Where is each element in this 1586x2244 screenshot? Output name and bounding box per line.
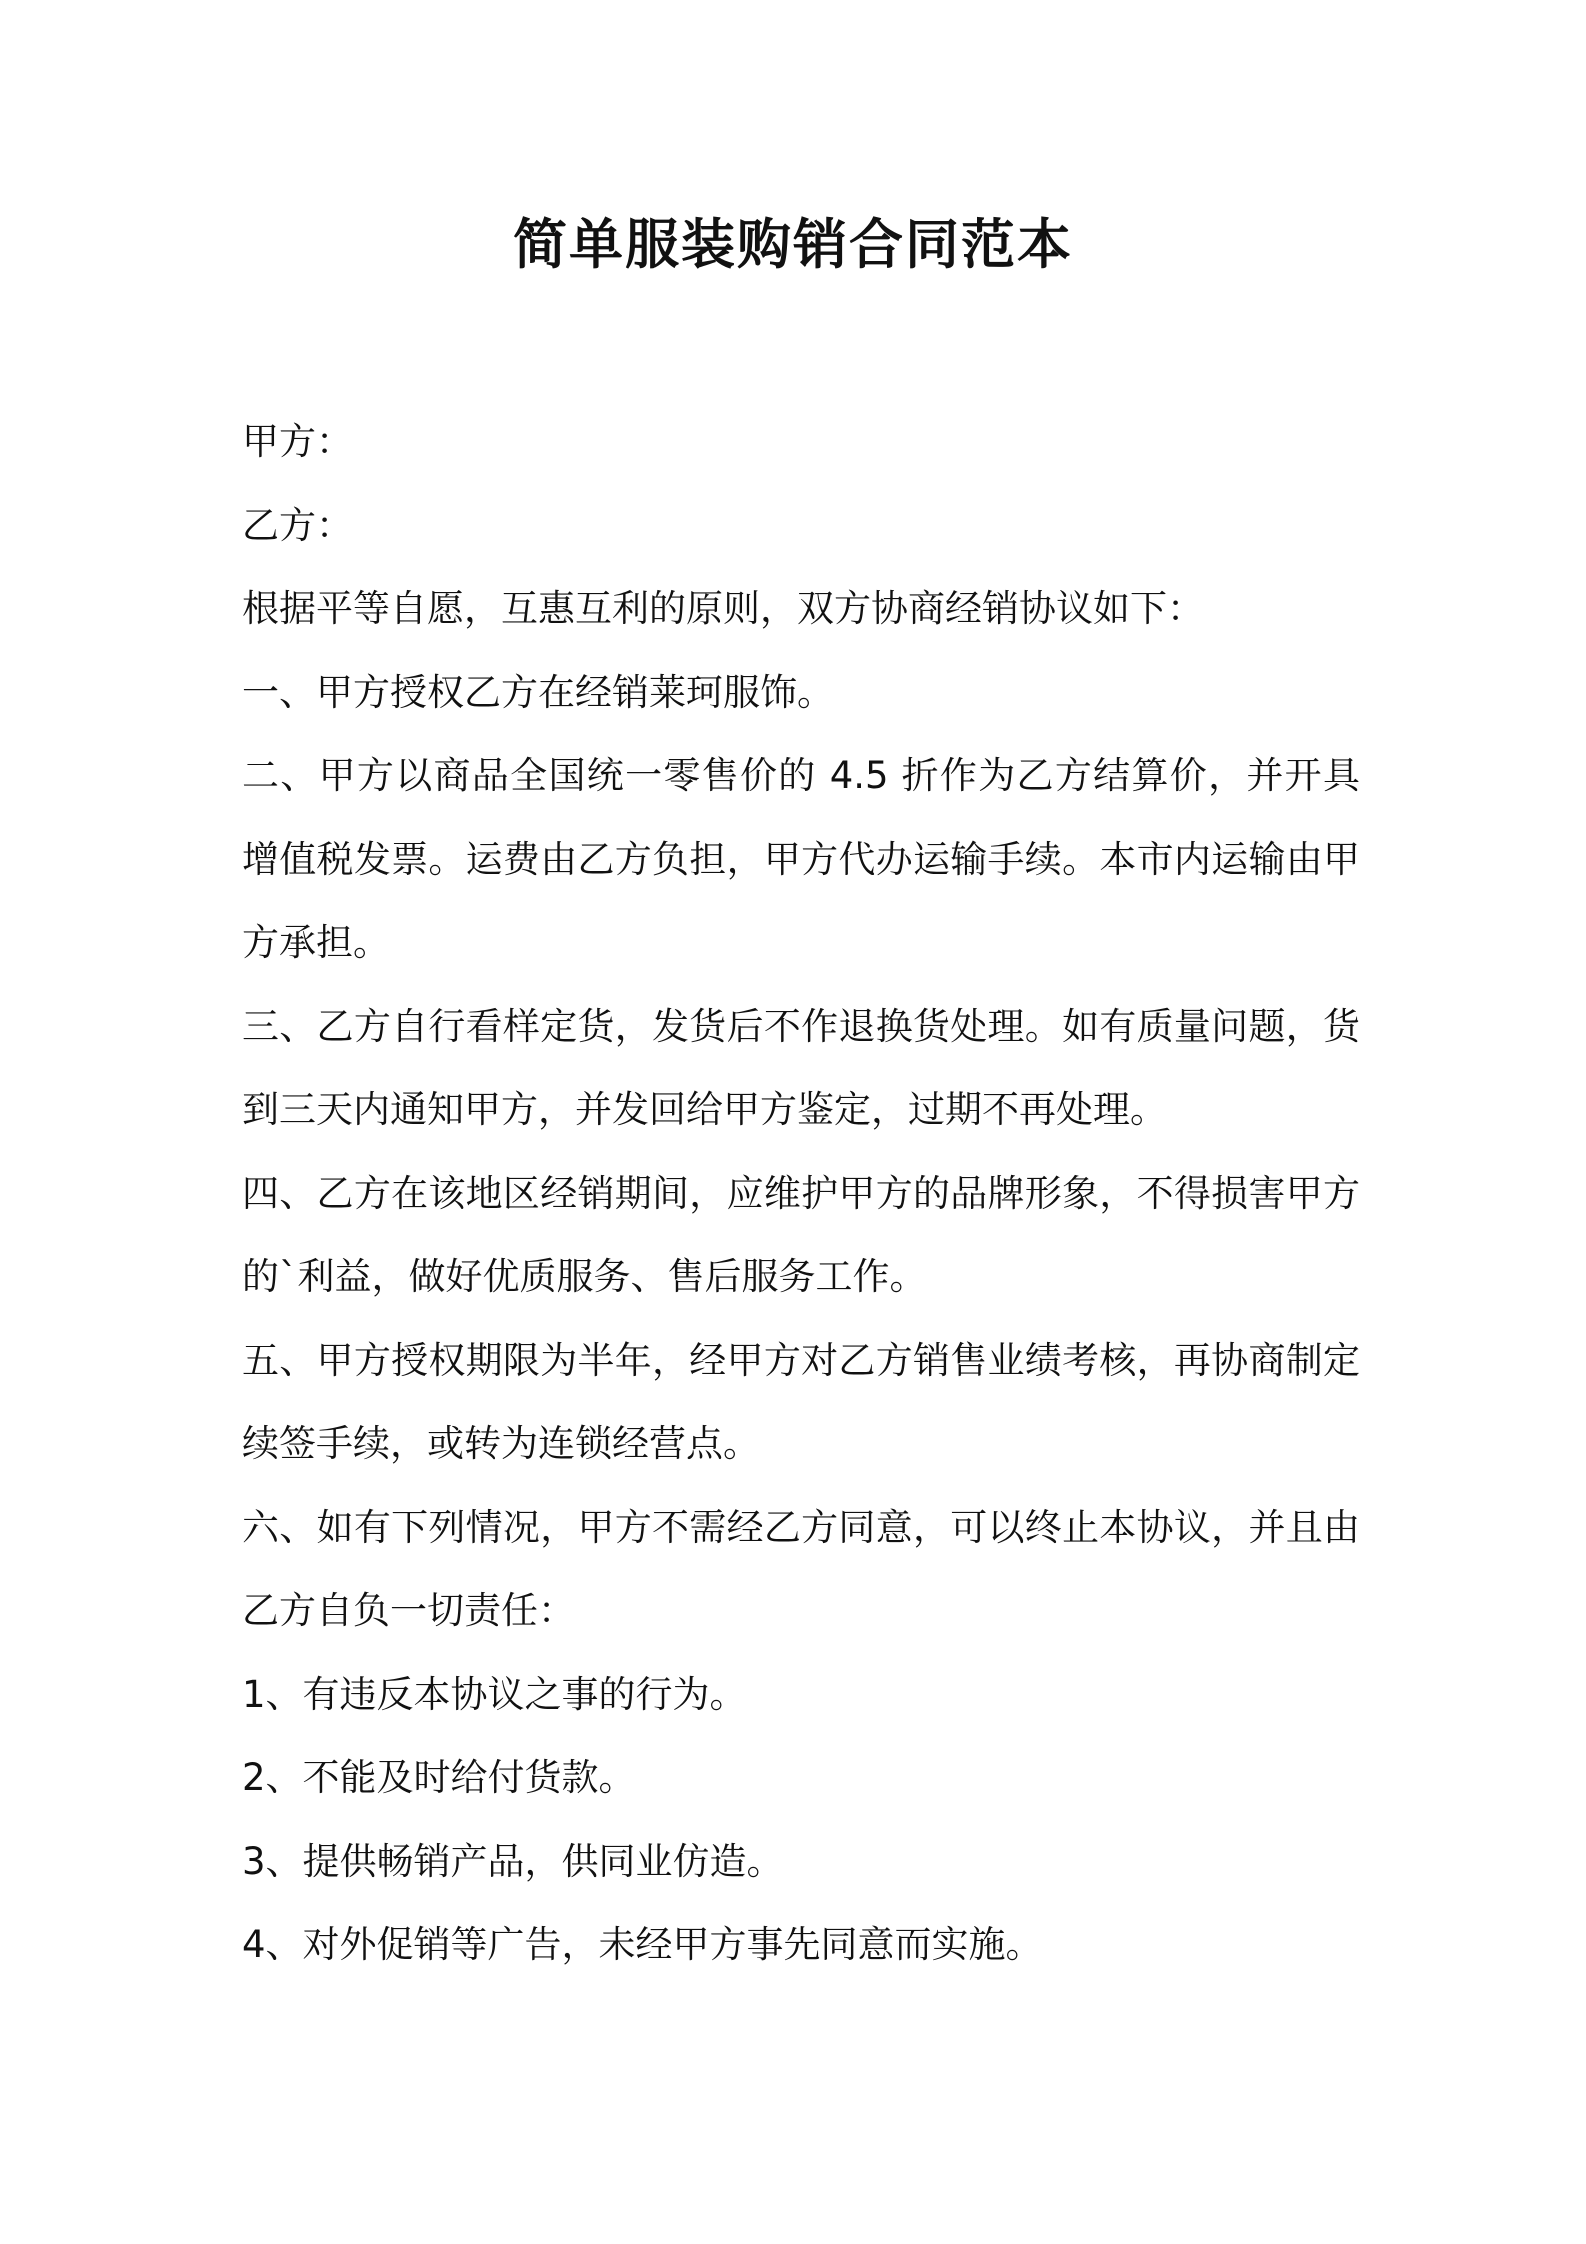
list-item-4: 4、对外促销等广告，未经甲方事先同意而实施。 <box>242 1923 1043 1966</box>
clause-5: 五、甲方授权期限为半年，经甲方对乙方销售业绩考核，再协商制定续签手续，或转为连锁经营点。 <box>242 1338 1360 1465</box>
clause-1: 一、甲方授权乙方在经销莱珂服饰。 <box>242 670 834 714</box>
list-item-1: 1、有违反本协议之事的行为。 <box>242 1672 747 1716</box>
document-body <box>242 400 1360 1987</box>
clause-4: 四、乙方在该地区经销期间，应维护甲方的品牌形象，不得损害甲方的`利益，做好优质服务、售后服务工作。 <box>242 1171 1360 1298</box>
list-item-2: 2、不能及时给付货款。 <box>242 1756 636 1799</box>
list-item-3: 3、提供畅销产品，供同业仿造。 <box>242 1839 784 1883</box>
document-title: 简单服装购销合同范本 <box>513 213 1073 276</box>
clause-2: 二、甲方以商品全国统一零售价的 4.5 折作为乙方结算价，并开具增值税发票。运费由乙方负担，甲方代办运输手续。本市内运输由甲方承担。 <box>242 754 1360 964</box>
party-b-line: 乙方： <box>242 503 353 547</box>
clause-6: 六、如有下列情况，甲方不需经乙方同意，可以终止本协议，并且由乙方自负一切责任： <box>242 1505 1360 1632</box>
intro-paragraph: 根据平等自愿，互惠互利的原则，双方协商经销协议如下： <box>242 587 1204 630</box>
clause-3: 三、乙方自行看样定货，发货后不作退换货处理。如有质量问题，货到三天内通知甲方，并发回给甲方鉴定，过期不再处理。 <box>242 1004 1360 1131</box>
party-a-line: 甲方： <box>242 420 353 463</box>
